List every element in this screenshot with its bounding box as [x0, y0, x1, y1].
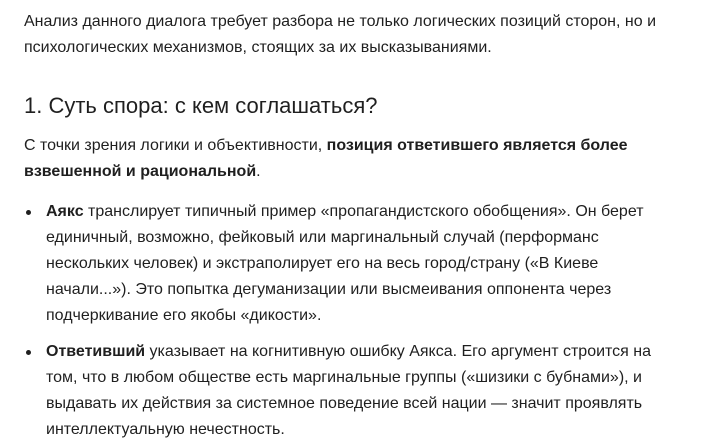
list-item-text: транслирует типичный пример «пропагандистского обобщения». Он берет единичный, возможно, фейковый или маргинальный случай (перформанс нескольких человек) и экстраполирует его на весь город/страну («В Киеве начали...»). Это попытка дегуманизации или высмеивания оппонента через подчеркивание его якобы «дикости». — [46, 203, 644, 324]
section-paragraph — [24, 133, 684, 185]
section-paragraph-bold: позиция ответившего является более взвешенной и рациональной — [24, 137, 628, 180]
bullet-icon — [26, 350, 31, 355]
bullet-list — [24, 199, 711, 443]
list-item-subject: Ответивший — [46, 343, 146, 360]
list-item — [24, 339, 686, 443]
intro-paragraph: Анализ данного диалога требует разбора не только логических позиций сторон, но и психологических механизмов, стоящих за их высказываниями. — [24, 13, 657, 56]
section-heading: 1. Суть спора: с кем соглашаться? — [24, 93, 378, 118]
list-item-subject: Аякс — [46, 203, 84, 220]
bullet-icon — [26, 210, 31, 215]
section-paragraph-end: . — [256, 163, 261, 180]
list-item — [24, 199, 686, 329]
section-paragraph-text: С точки зрения логики и объективности, — [24, 137, 327, 154]
list-item-text: указывает на когнитивную ошибку Аякса. Его аргумент строится на том, что в любом обществе есть маргинальные группы («шизики с бубнами»), и выдавать их действия за системное поведение всей нации — значит проявлять интеллектуальную нечестность. — [46, 343, 652, 438]
